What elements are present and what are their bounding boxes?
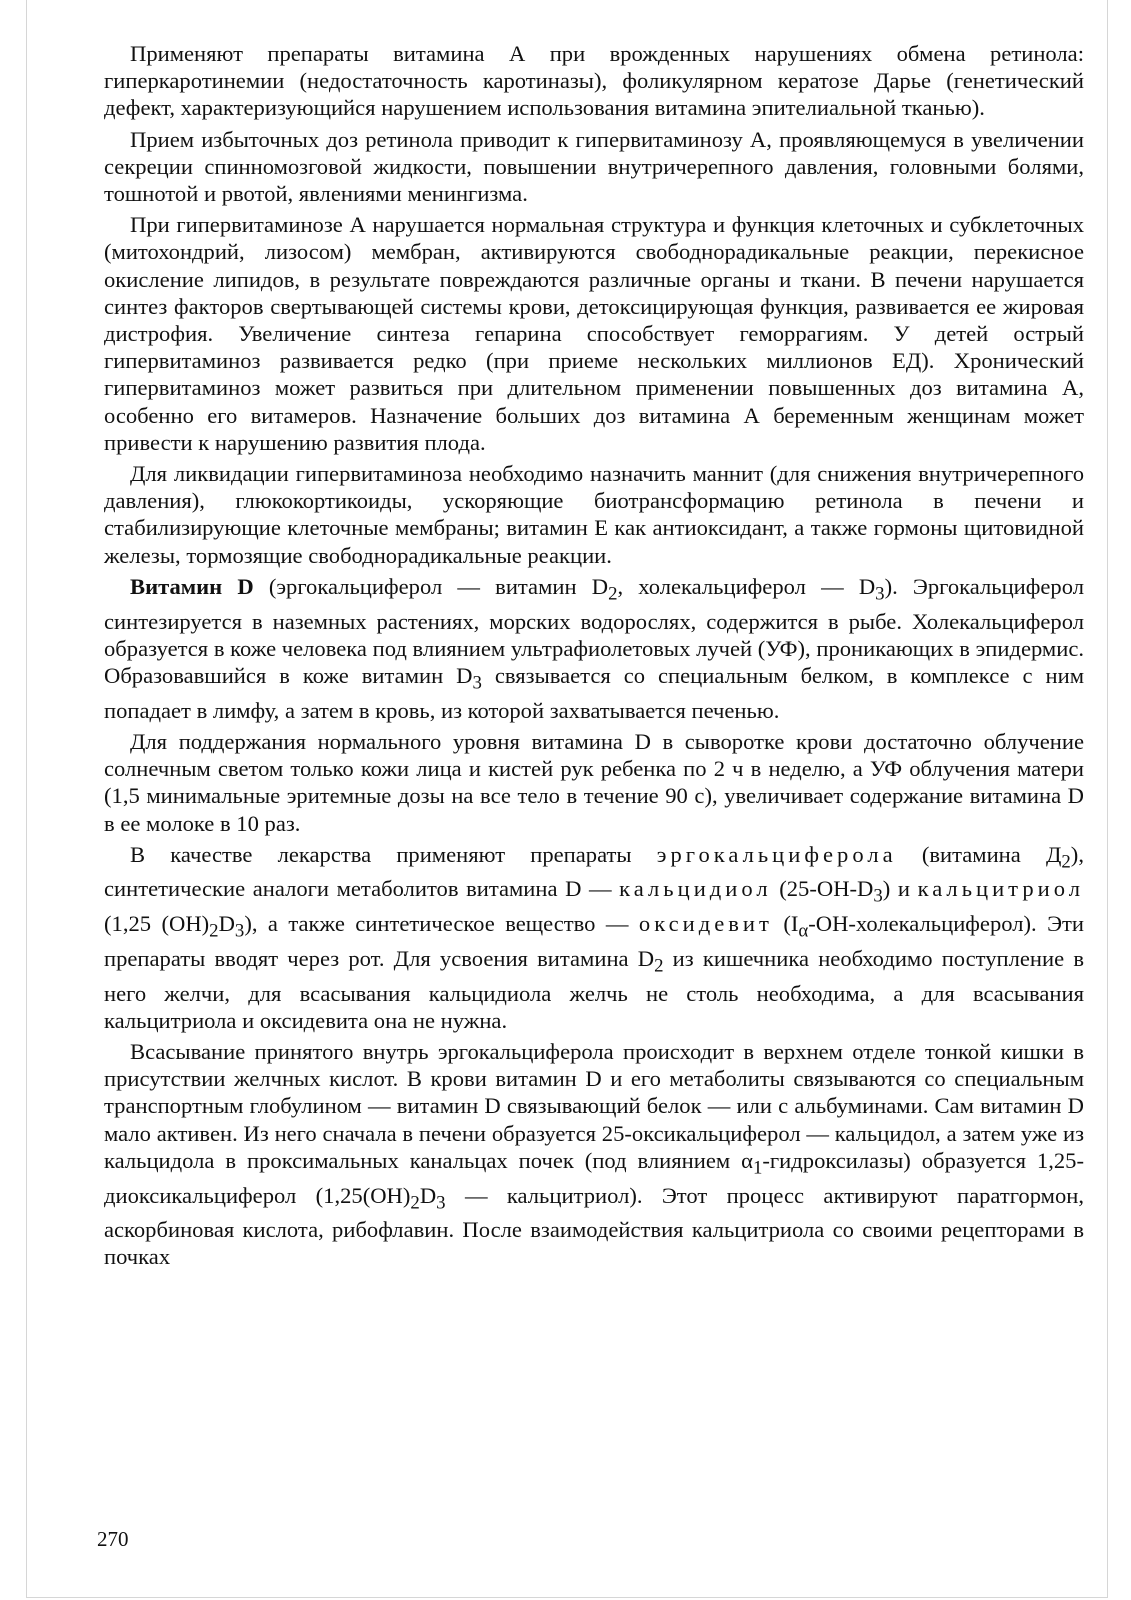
page-number: 270: [97, 1527, 129, 1551]
paragraph-vitamin-d-drugs: В качестве лекарства применяют препараты эргокальциферола (витамина $Д_2$), синтетические аналоги метаболитов витамина D — кальцидиол $(25-OH-D_3)$ и кальцитриол (1,25 $(OH)_2D_3$), а также синтетическое вещество — оксидевит $(I_\alpha-OH-холекальциферол)$. Эти препараты вводят через рот. Для усвоения витамина $D_2$ из кишечника необходимо поступление в него желчи, для всасывания кальцидиола желчь не столь необходима, а для всасывания кальцитриола и оксидевита она не нужна.: [104, 841, 1085, 1033]
paragraph-vitamin-a-use: Применяют препараты витамина А при врожденных нарушениях обмена ретинола: гиперкаротинемии (недостаточность каротиназы), фоликулярном кератозе Дарье (генетический дефект, характеризующийся нарушением использования витамина эпителиальной тканью).: [104, 41, 1084, 121]
page-text: [104, 40, 1084, 1271]
term-calcitriol: кальцитриол: [917, 876, 1084, 902]
paragraph-vitamin-d: Витамин D (эргокальциферол — витамин $D_2$, холекальциферол — $D_3$). Эргокальциферол синтезируется в наземных растениях, морских водорослях, содержится в рыбе. Холекальциферол образуется в коже человека под влиянием ультрафиолетовых лучей (УФ), проникающих в эпидермис. Образовавшийся в коже витамин $D_3$ связывается со специальным белком, в комплексе с ним попадает в лимфу, а затем в кровь, из которой захватывается печенью.: [104, 573, 1084, 723]
paragraph-hypervitaminosis-treatment: Для ликвидации гипервитаминоза необходимо назначить маннит (для снижения внутричерепного давления), глюкокортикоиды, ускоряющие биотрансформацию ретинола в печени и стабилизирующие клеточные мембраны; витамин Е как антиоксидант, а также гормоны щитовидной железы, тормозящие свободнорадикальные реакции.: [104, 461, 1084, 568]
term-calcidiol: кальцидиол: [619, 876, 772, 902]
paragraph-vitamin-d-absorption: Всасывание принятого внутрь эргокальциферола происходит в верхнем отделе тонкой кишки в присутствии желчных кислот. В крови витамин D и его метаболиты связываются со специальным транспортным глобулином — витамин D связывающий белок — или с альбуминами. Сам витамин D мало активен. Из него сначала в печени образуется 25-оксикальциферол — кальцидол, а затем уже из кальцидола в проксимальных канальцах почек (под влиянием $\alpha_1-гидроксилазы$) образуется 1,25-диоксикальциферол ($1,25(OH)_2D_3$ — кальцитриол). Этот процесс активируют паратгормон, аскорбиновая кислота, рибофлавин. После взаимодействия кальцитриола со своими рецепторами в почках: [104, 1039, 1085, 1270]
book-page: [26, 0, 1108, 1598]
term-ergocalciferol: эргокальциферола: [656, 841, 897, 867]
paragraph-hypervitaminosis-a: Прием избыточных доз ретинола приводит к гипервитаминозу А, проявляющемуся в увеличении секреции спинномозговой жидкости, повышении внутричерепного давления, головными болями, тошнотой и рвотой, явлениями менингизма.: [104, 126, 1084, 207]
term-vitamin-d: Витамин D: [130, 573, 254, 599]
term-oxidevit: оксидевит: [638, 911, 773, 937]
paragraph-vitamin-d-sunlight: Для поддержания нормального уровня витамина D в сыворотке крови достаточно облучение солнечным светом только кожи лица и кистей рук ребенка по 2 ч в неделю, а УФ облучения матери (1,5 минимальные эритемные дозы на все тело в течение 90 с), увеличивает содержание витамина D в ее молоке в 10 раз.: [104, 728, 1084, 836]
paragraph-hypervitaminosis-mechanism: При гипервитаминозе А нарушается нормальная структура и функция клеточных и субклеточных (митохондрий, лизосом) мембран, активируются свободнорадикальные реакции, перекисное окисление липидов, в результате повреждаются различные органы и ткани. В печени нарушается синтез факторов свертывающей системы крови, детоксицирующая функция, развивается ее жировая дистрофия. Увеличение синтеза гепарина способствует геморрагиям. У детей острый гипервитаминоз развивается редко (при приеме нескольких миллионов ЕД). Хронический гипервитаминоз может развиться при длительном применении повышенных доз витамина А, особенно его витамеров. Назначение больших доз витамина А беременным женщинам может привести к нарушению развития плода.: [104, 212, 1084, 455]
